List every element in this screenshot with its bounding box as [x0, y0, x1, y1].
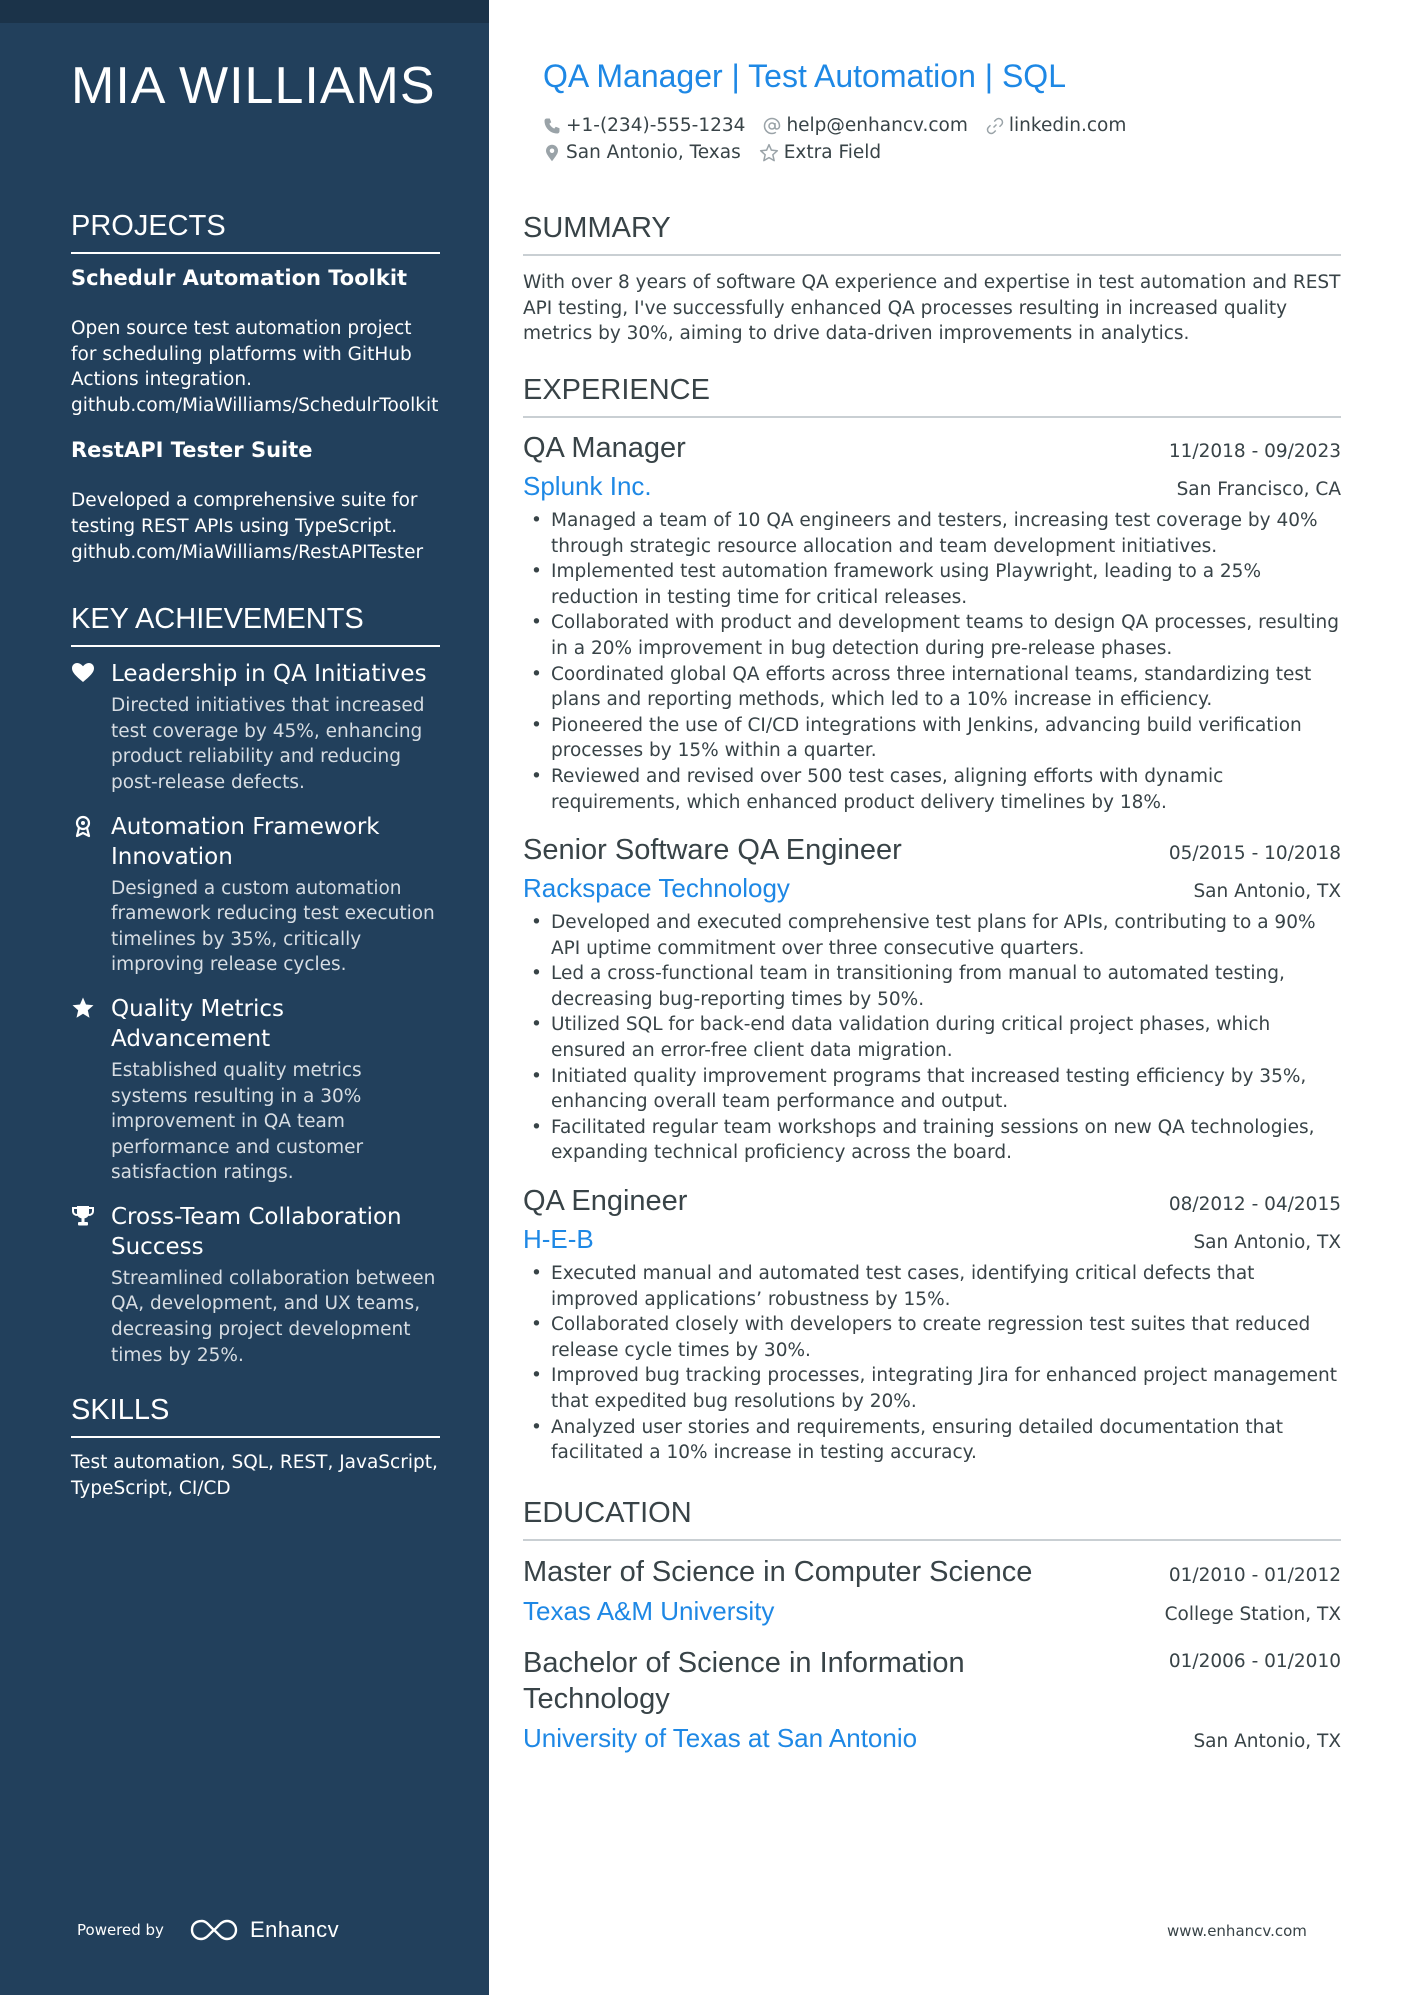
education-location: College Station, TX — [1164, 1604, 1341, 1625]
job-location: San Antonio, TX — [1193, 881, 1341, 902]
job-dates: 08/2012 - 04/2015 — [1168, 1194, 1341, 1215]
contact-location — [543, 142, 741, 163]
sidebar-top-band — [0, 0, 489, 23]
achievement-description: Streamlined collaboration between QA, development, and UX teams, decreasing project development times by 25%. — [111, 1267, 436, 1366]
bullet-item: • Facilitated regular team workshops and training sessions on new QA technologies, expanding technical proficiency across the board. — [523, 1115, 1341, 1166]
achievement-title: Automation Framework Innovation — [111, 813, 380, 870]
achievement-description: Directed initiatives that increased test coverage by 45%, enhancing product reliability and reducing post-release defects. — [111, 695, 425, 793]
bullet-item: • Implemented test automation framework using Playwright, leading to a 25% reduction in testing time for critical releases. — [523, 559, 1341, 610]
job-title: Senior Software QA Engineer — [523, 834, 902, 866]
experience-item — [523, 1185, 1341, 1466]
contact-row — [543, 112, 1333, 139]
bullet-item: • Led a cross-functional team in transitioning from manual to automated testing, decreasing bug-reporting times by 50%. — [523, 961, 1341, 1012]
education-location: San Antonio, TX — [1193, 1731, 1341, 1752]
projects-heading: PROJECTS — [71, 210, 440, 254]
headline: QA Manager | Test Automation | SQL — [543, 58, 1066, 94]
email-text: help@enhancv.com — [786, 115, 968, 136]
project-description-text: Open source test automation project for scheduling platforms with GitHub Actions integration. — [71, 318, 412, 391]
achievement-description: Established quality metrics systems resulting in a 30% improvement in QA team performance and customer satisfaction ratings. — [111, 1059, 364, 1184]
achievement-item — [71, 812, 440, 978]
achievement-description: Designed a custom automation framework reducing test execution timelines by 35%, critically improving release cycles. — [111, 877, 435, 976]
skills-heading: SKILLS — [71, 1394, 440, 1438]
star-icon — [71, 996, 95, 1020]
achievement-title: Leadership in QA Initiatives — [111, 661, 427, 688]
education-heading: EDUCATION — [523, 1497, 1341, 1541]
contact-email[interactable] — [763, 115, 967, 136]
company-name: Splunk Inc. — [523, 471, 652, 501]
award-icon — [71, 814, 95, 838]
enhancv-logo-icon — [190, 1917, 238, 1943]
achievement-item — [71, 659, 440, 795]
linkedin-text: linkedin.com — [1008, 115, 1127, 136]
experience-item — [523, 834, 1341, 1166]
bullet-item: • Initiated quality improvement programs that increased testing efficiency by 35%, enhancing overall team performance and output. — [523, 1064, 1341, 1115]
experience-heading: EXPERIENCE — [523, 374, 1341, 418]
extra-field-text: Extra Field — [783, 142, 882, 163]
project-item — [71, 438, 440, 565]
job-location: San Francisco, CA — [1176, 479, 1341, 500]
powered-by-label: Powered by — [77, 1921, 164, 1939]
job-dates: 11/2018 - 09/2023 — [1168, 441, 1341, 462]
achievement-item — [71, 1202, 440, 1368]
degree-title: Bachelor of Science in Information Technology — [523, 1647, 965, 1715]
project-link[interactable]: github.com/MiaWilliams/RestAPITester — [71, 541, 424, 563]
footer-website[interactable]: www.enhancv.com — [1167, 1922, 1307, 1940]
bullet-item: • Collaborated with product and development teams to design QA processes, resulting in a 20% improvement in bug detection during pre-release phases. — [523, 610, 1341, 661]
project-description — [71, 316, 440, 418]
achievement-title: Cross-Team Collaboration Success — [111, 1203, 402, 1260]
project-link[interactable]: github.com/MiaWilliams/SchedulrToolkit — [71, 394, 439, 416]
degree-title: Master of Science in Computer Science — [523, 1556, 1033, 1588]
bullet-item: • Managed a team of 10 QA engineers and testers, increasing test coverage by 40% through strategic resource allocation and team development initiatives. — [523, 508, 1341, 559]
achievement-item — [71, 994, 440, 1186]
bullet-item: • Utilized SQL for back-end data validation during critical project phases, which ensured an error-free client data migration. — [523, 1012, 1341, 1063]
bullet-item: • Developed and executed comprehensive test plans for APIs, contributing to a 90% API uptime commitment over three consecutive quarters. — [523, 910, 1341, 961]
sidebar — [0, 0, 489, 1995]
project-title: RestAPI Tester Suite — [71, 438, 313, 463]
achievements-heading: KEY ACHIEVEMENTS — [71, 603, 440, 647]
contact-extra — [759, 142, 881, 163]
bullet-item: • Analyzed user stories and requirements, ensuring detailed documentation that facilitated a 10% increase in testing accuracy. — [523, 1415, 1341, 1466]
job-location: San Antonio, TX — [1193, 1232, 1341, 1253]
education-item — [523, 1645, 1341, 1754]
bullet-item: • Reviewed and revised over 500 test cases, aligning efforts with dynamic requirements, which enhanced product delivery timelines by 18%. — [523, 764, 1341, 815]
school-name: University of Texas at San Antonio — [523, 1723, 918, 1753]
contact-linkedin[interactable] — [986, 115, 1126, 136]
education-dates: 01/2010 - 01/2012 — [1168, 1565, 1341, 1586]
bullet-item: • Improved bug tracking processes, integrating Jira for enhanced project management that expedited bug resolutions by 20%. — [523, 1363, 1341, 1414]
education-dates: 01/2006 - 01/2010 — [1168, 1651, 1341, 1672]
phone-icon — [543, 117, 561, 135]
heart-icon — [71, 661, 95, 685]
school-name: Texas A&M University — [523, 1596, 775, 1626]
phone-text: +1-(234)-555-1234 — [566, 115, 746, 136]
bullet-item: • Coordinated global QA efforts across three international teams, standardizing test plans and reporting methods, which led to a 10% increase in efficiency. — [523, 662, 1341, 713]
education-item — [523, 1554, 1341, 1627]
project-description-text: Developed a comprehensive suite for testing REST APIs using TypeScript. — [71, 490, 418, 537]
skills-list: Test automation, SQL, REST, JavaScript, TypeScript, CI/CD — [71, 1452, 438, 1499]
company-name: H-E-B — [523, 1224, 594, 1254]
contact-phone[interactable] — [543, 115, 745, 136]
summary-heading: SUMMARY — [523, 212, 1341, 256]
job-bullets — [523, 508, 1341, 815]
star-outline-icon — [759, 143, 779, 163]
powered-by — [77, 1917, 339, 1943]
project-title: Schedulr Automation Toolkit — [71, 266, 408, 290]
bullet-item: • Executed manual and automated test cases, identifying critical defects that improved applications’ robustness by 15%. — [523, 1261, 1341, 1312]
candidate-name: MIA WILLIAMS — [71, 57, 436, 115]
achievement-title: Quality Metrics Advancement — [111, 995, 284, 1052]
company-name: Rackspace Technology — [523, 873, 790, 903]
experience-item — [523, 432, 1341, 815]
project-item — [71, 266, 440, 418]
contact-row — [543, 139, 1333, 166]
job-bullets — [523, 910, 1341, 1166]
sidebar-content — [71, 210, 440, 1501]
project-description — [71, 488, 440, 565]
location-pin-icon — [543, 144, 561, 162]
powered-by-brand[interactable]: Enhancv — [249, 1917, 340, 1942]
location-text: San Antonio, Texas — [566, 142, 741, 163]
job-title: QA Manager — [523, 432, 686, 464]
trophy-icon — [71, 1204, 95, 1228]
contact-info — [543, 112, 1333, 166]
bullet-item: • Pioneered the use of CI/CD integrations with Jenkins, advancing build verification processes by 15% within a quarter. — [523, 713, 1341, 764]
link-icon — [986, 117, 1004, 135]
job-bullets — [523, 1261, 1341, 1466]
job-dates: 05/2015 - 10/2018 — [1168, 843, 1341, 864]
bullet-item: • Collaborated closely with developers to create regression test suites that reduced release cycle times by 30%. — [523, 1312, 1341, 1363]
summary-text: With over 8 years of software QA experience and expertise in test automation and REST API testing, I've successfully enhanced QA processes resulting in increased quality metrics by 30%, aiming to drive data-driven improvements in analytics. — [523, 272, 1341, 345]
job-title: QA Engineer — [523, 1185, 688, 1217]
at-icon — [763, 117, 781, 135]
